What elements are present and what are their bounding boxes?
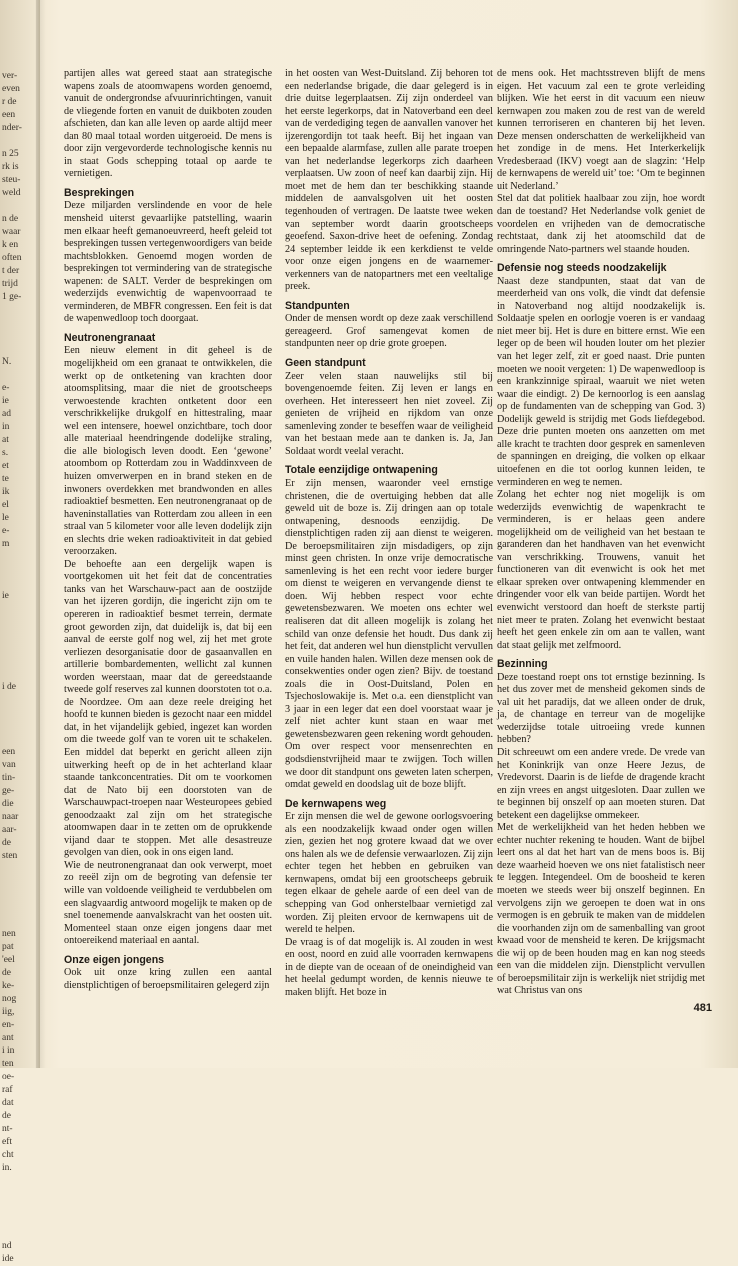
margin-fragment: m: [2, 539, 10, 549]
margin-fragment: sten: [2, 851, 18, 861]
paragraph: de mens ook. Het machtsstreven blijft de mens eigen. Het vacuum zal een te grote verleiding blijken. Wie het eerst in dit vacuum een nieuw kernwapen zou maken zou de rest van de wereld kunnen terroriseren en chanteren bij het leven. Deze mensen onderschatten de werkelijkheid van het zondige in de mens. Het Interkerkelijk Vredesberaad (IKV) voegt aan de slagzin: ‘Help de kernwapens de wereld uit’ toe: ‘Om te beginnen uit Nederland.’: [497, 68, 706, 192]
section-heading: Defensie nog steeds noodzakelijk: [497, 262, 667, 275]
margin-fragment: [2, 915, 36, 928]
margin-fragment: ten: [2, 1059, 14, 1069]
paragraph: Zolang het echter nog niet mogelijk is om wederzijds evenwichtig de wapenkracht te verminderen, is er helaas geen andere mogelijkheid om de veiligheid van het bestaan te garanderen dan het handhaven van het evenwicht van verschrikking. Trouwens, vanuit het functioneren van dit evenwicht is ook het met elkaar spreken over ontwapening klemmender en dringender voor elk van beide partijen. Wordt het evenwicht verstoord dan hoeft de sterkste partij niet meer te praten. Zolang het evenwicht bestaat heeft het geen enkele zin om aan te vallen, want dat staat gelijk met zelfmoord.: [497, 489, 705, 651]
margin-fragment: [2, 135, 36, 148]
margin-fragment: [2, 720, 36, 733]
margin-fragment: [2, 694, 36, 707]
margin-fragment: nt-: [2, 1124, 13, 1134]
margin-fragment: een: [2, 110, 16, 120]
margin-fragment: el: [2, 500, 9, 510]
margin-fragment: [2, 1201, 36, 1214]
margin-fragment: waar: [2, 227, 21, 237]
margin-fragment: k en: [2, 240, 19, 250]
margin-fragment: [2, 330, 36, 343]
section-heading: Onze eigen jongens: [64, 953, 165, 966]
paragraph: Er zijn mensen die wel de gewone oorlogsvoering als een noodzakelijk kwaad onder ogen willen zien, gezien het nog grotere kwaad dat we over ons halen als we de defensie verwaarlozen. Zij zijn echter tegen het hebben en gebruiken van kernwapens, omdat bij een grootscheeps gebruik tegen elkaar de gehele aarde of een deel van de schepping van God onherstelbaar vernietigd zal worden. Zij pleiten ervoor de kernwapens uit de wereld te helpen.: [285, 811, 493, 936]
margin-fragment: nen: [2, 929, 16, 939]
section-heading: De kernwapens weg: [285, 797, 387, 810]
paragraph: Wie de neutronengranaat dan ook verwerpt, moet zo reeël zijn om de begroting van defensie ter wille van voldoende veiligheid te verdubbelen om een slagvaardig antwoord mogelijk te maken op de snel toenemende aanvalskracht van het oosten uit. Momenteel staan onze eigen jongens daar met ontoereikend materiaal en aantal.: [64, 859, 272, 947]
margin-fragment: ver-: [2, 71, 18, 81]
paragraph: in het oosten van West-Duitsland. Zij behoren tot een nederlandse brigade, die daar gelegerd is in drie duitse legerplaatsen. Zij zijn onderdeel van het eerste legerkorps, dat in Natoverband een deel van de verdediging tegen de aanvallen vanover het ijzerengordijn tot taak heeft. Bij het ingaan van een bepaalde alarmfase, zullen alle parate troepen van het nederlandse legerkorps zich daarheen verplaatsen. Uw zoon of neef kan daarbij zijn. Hij moet met de hem dan ter beschikking staande middelen de aanvalsgolven uit het oosten tegenhouden of vertragen. De laatste twee weken van september wordt daarin grootscheeps geoefend. Saxon-drive heet de oefening. Zondag 24 september leidde ik een kerkdienst te velde voor onze eigen jongens en de waarnemer-verkenners van de natopartners met een veeltalige preek.: [285, 68, 493, 293]
margin-fragment: een: [2, 747, 16, 757]
section-heading: Standpunten: [285, 299, 350, 312]
margin-fragment: le: [2, 513, 9, 523]
margin-fragment: [2, 317, 36, 330]
paragraph: Dit schreeuwt om een andere vrede. De vrede van het Koninkrijk van onze Heere Jezus, de Vredevorst. Daarin is de liefde de dragende kracht en zijn vrees en angst uitgesloten. Daar zullen we te beginnen bij onszelf op aan moeten sturen. Dat betekent een dagelijkse ommekeer.: [497, 746, 705, 821]
margin-fragment: at: [2, 435, 9, 445]
margin-fragment: [2, 655, 36, 668]
margin-fragment: [2, 577, 36, 590]
margin-fragment: n de: [2, 214, 19, 224]
paragraph: Een nieuw element in dit geheel is de mogelijkheid om een granaat te ontwikkelen, die werkt op de ontketening van krachten door atoomsplitsing, maar die niet de grootscheeps verwoestende krachten ontketent door een verschrikkelijke drukgolf en hittestraling, maar wel een intensere, hoewel onzichtbare, toch door alle materiaal heendringende dodelijke straling, die alle biologisch leven doodt. Een ‘gewone’ atoombom op Rotterdam zou in Waddinxveen de huizen omverwerpen en in brand steken en de inwoners overdekken met brandwonden en alles radioaktief besmetten. Een neutronengranaat op de haveninstallaties van Rotterdam zou alleen in een straal van 5 kilometer voor alle leven dodelijk zijn en slechts drie weken radioaktiviteit in dat gebied veroorzaken.: [64, 345, 272, 558]
paragraph: De vraag is of dat mogelijk is. Al zouden in west en oost, noord en zuid alle voorraden kernwapens in de diepte van de oceaan of de oneindigheid van het heelal gedumpt worden, de kennis nieuwe te maken blijft. Het boze in: [285, 936, 493, 998]
margin-fragment: even: [2, 84, 20, 94]
margin-fragment: [2, 551, 36, 564]
margin-fragment: [2, 1188, 36, 1201]
margin-fragment: de: [2, 968, 11, 978]
paragraph: Onder de mensen wordt op deze zaak verschillend gereageerd. Grof samengevat komen de standpunten neer op drie grote groepen.: [285, 313, 493, 350]
margin-fragment: de: [2, 838, 11, 848]
paragraph: Met de werkelijkheid van het heden hebben we echter nuchter rekening te houden. Want de bijbel leert ons al dat het hart van de mens boos is. Bij deze waarheid hoeven we ons niet fatalistisch neer te leggen. Integendeel. Om de boosheid te keren moeten we steeds weer bij onszelf beginnen. En vervolgens zijn we geroepen te doen wat in ons vermogen is en gebruik te maken van de middelen die voorhanden zijn om de samenballing van groot kwaad voor de mensheid te keren. De krijgsmacht die wij op de been houden mag en kan nog steeds een van die middelen zijn. Dienstplicht vervullen of beroepsmilitair zijn is werkelijk niet strijdig met wat Christus van ons: [497, 822, 705, 997]
margin-fragment: cht: [2, 1150, 14, 1160]
margin-fragment: [2, 200, 36, 213]
margin-fragment: weld: [2, 188, 21, 198]
binding-shadow: [36, 0, 46, 1068]
margin-fragment: [2, 707, 36, 720]
margin-fragment: [2, 1227, 36, 1240]
margin-fragment: ant: [2, 1033, 14, 1043]
margin-fragment: ide: [2, 1254, 14, 1264]
paragraph: Zeer velen staan nauwelijks stil bij bovengenoemde feiten. Zij leven er langs en overheen. Het interesseert hen niet zoveel. Zij genieten de vrijheid en rijkdom van onze samenleving zonder te beseffen waar de veiligheid van het bestaan mede aan te danken is. Ja, Jan Soldaat wordt veelal veracht.: [285, 370, 493, 457]
margin-fragment: eft: [2, 1137, 13, 1147]
margin-fragment: i in: [2, 1046, 15, 1056]
margin-fragment: ie: [2, 591, 9, 601]
section-heading: Besprekingen: [64, 186, 135, 199]
margin-fragment: [2, 902, 36, 915]
margin-fragment: [2, 1214, 36, 1227]
margin-fragment: [2, 564, 36, 577]
margin-fragment: [2, 369, 36, 382]
margin-fragment: die: [2, 799, 14, 809]
margin-fragment: ie: [2, 396, 9, 406]
margin-fragment: nd: [2, 1241, 12, 1251]
margin-fragment: raf: [2, 1085, 13, 1095]
margin-fragment: 'eel: [2, 955, 15, 965]
margin-fragment: ad: [2, 409, 11, 419]
section-heading: Geen standpunt: [285, 357, 366, 370]
margin-fragment: r de: [2, 97, 17, 107]
text-column-3: [497, 68, 705, 998]
margin-fragment: te: [2, 474, 9, 484]
margin-fragment: ke-: [2, 981, 15, 991]
margin-fragment: [2, 629, 36, 642]
margin-fragment: ge-: [2, 786, 15, 796]
left-margin-fragments: [2, 70, 36, 1266]
margin-fragment: n 25: [2, 149, 19, 159]
margin-fragment: [2, 1175, 36, 1188]
margin-fragment: [2, 616, 36, 629]
paragraph: Stel dat dat politiek haalbaar zou zijn, hoe wordt dan de toestand? Het Nederlandse volk geniet de voordelen en vrijheden van de democratische rechtstaat, dank zij het atoomschild dat de omringende Nato-partners wel staande houden.: [497, 193, 705, 255]
margin-fragment: naar: [2, 812, 19, 822]
margin-fragment: dat: [2, 1098, 14, 1108]
margin-fragment: steu-: [2, 175, 21, 185]
paragraph: Er zijn mensen, waaronder veel ernstige christenen, die de overtuiging hebben dat alle geweld uit de boze is. Zij dringen aan op totale ontwapening, desnoods eenzijdig. De dienstplichtigen raden zij aan dienst te weigeren. De beroepsmilitairen zijn misdadigers, op zijn minst geen christen. In onze vrije democratische samenleving is het een recht voor iedere burger om dienst te weigeren en vervangende dienst te doen. Wij hebben respect voor echte gewetensbezwaren. We moeten ons echter wel realiseren dat dit alleen mogelijk is zolang het schild van onze defensie het houdt. Dus dank zij het feit, dat anderen wel hun dienstplicht vervullen en vuile handen halen. Willen deze mensen ook de consekwenties onder ogen zien? Bijv. de toestand zoals die in Oost-Duitsland, Polen en Tsjechoslowakije is. Met o.a. een dienstplicht van 3 jaar in een leger dat een doel voorstaat waar je zelf niet achter kunt staan en waar met gewetensbezwaren geen rekening wordt gehouden. Om over respect voor mensenrechten en godsdienstvrijheid maar te zwijgen. Toch willen we door dit standpunt ons geweten laten scherpen, omdat geweld en doodslag uit de boze blijft.: [285, 477, 493, 791]
margin-fragment: pat: [2, 942, 14, 952]
section-heading: Totale eenzijdige ontwapening: [285, 464, 438, 477]
section-heading: Bezinning: [497, 658, 548, 671]
margin-fragment: aar-: [2, 825, 17, 835]
margin-fragment: in: [2, 422, 10, 432]
margin-fragment: [2, 733, 36, 746]
paragraph: Deze toestand roept ons tot ernstige bezinning. Is het dus zover met de mensheid gekomen sinds de val uit het paradijs, dat we alleen onder de druk, ja, de chantage en terreur van de mogelijke wederzijdse totale uitroeiing vrede kunnen hebben?: [497, 671, 705, 746]
margin-fragment: [2, 889, 36, 902]
margin-fragment: often: [2, 253, 22, 263]
page-number: 481: [693, 1002, 712, 1014]
margin-fragment: en-: [2, 1020, 15, 1030]
margin-fragment: [2, 603, 36, 616]
margin-fragment: trijd: [2, 279, 18, 289]
margin-fragment: t der: [2, 266, 20, 276]
margin-fragment: N.: [2, 357, 12, 367]
margin-fragment: de: [2, 1111, 11, 1121]
margin-fragment: [2, 668, 36, 681]
text-column-1: [64, 68, 272, 992]
margin-fragment: ik: [2, 487, 10, 497]
margin-fragment: [2, 642, 36, 655]
margin-fragment: nder-: [2, 123, 22, 133]
paragraph: Naast deze standpunten, staat dat van de meerderheid van ons volk, die vindt dat defensie in Natoverband nog altijd noodzakelijk is. Soldaatje spelen en oorlogje voeren is er vandaag niet meer bij. Het is dure en bittere ernst. Wie een leger op de been wil houden louter om het plezier van het leger zelf, zit er goed naast. Drie punten moeten we nooit vergeten: 1) De wapenwedloop is een krankzinnige spiraal, waaruit we niet weten waar die eindigt. 2) De kernoorlog is een aanslag op de fundamenten van de schepping van God. 3) Dodelijk geweld is strijdig met Gods liefdegebod. Deze drie punten moeten ons aanzetten om met alle kracht te trachten door gesprek en samenleven de spanningen en dreiging, die volken op elkaar uitoefenen en die tot oorlog kunnen leiden, te verminderen en weg te nemen.: [497, 275, 705, 488]
margin-fragment: 1 ge-: [2, 292, 22, 302]
margin-fragment: van: [2, 760, 16, 770]
section-heading: Neutronengranaat: [64, 331, 156, 344]
margin-fragment: tin-: [2, 773, 16, 783]
margin-fragment: i de: [2, 682, 16, 692]
margin-fragment: e-: [2, 526, 10, 536]
margin-fragment: oe-: [2, 1072, 15, 1082]
paragraph: partijen alles wat gereed staat aan strategische wapens zoals de atoomwapens worden genoemd, vanuit de ondergrondse afvuurinrichtingen, vanuit de vliegende forten en vanuit de duikboten zouden afschieten, dan kan alle leven op aarde altijd meer dan 80 maal totaal worden uitgeroeid. De mens is door zijn vergevorderde technologische kennis nu in staat Gods schepping totaal op aarde te vernietigen.: [64, 68, 272, 180]
margin-fragment: [2, 876, 36, 889]
paragraph: Ook uit onze kring zullen een aantal dienstplichtigen of beroepsmilitairen gelegerd zijn: [64, 967, 272, 991]
margin-fragment: nog: [2, 994, 17, 1004]
margin-fragment: in.: [2, 1163, 12, 1173]
paragraph: Deze miljarden verslindende en voor de hele mensheid uiterst gevaarlijke patstelling, waarin men elkaar heeft gemanoeuvreerd, heeft geleid tot besprekingen tussen vertegenwoordigers van beide machtsblokken. Genoemd mogen worden de besprekingen tot vermindering van de strategische wapenen: de SALT. Verder de besprekingen om wederzijds evenwichtig de wapenvoorraad te verminderen, de MBFR congressen. Een feit is dat de wapenwedloop toch doorgaat.: [64, 200, 272, 325]
margin-fragment: [2, 863, 36, 876]
margin-fragment: [2, 343, 36, 356]
text-column-2: [285, 68, 493, 999]
margin-fragment: [2, 304, 36, 317]
margin-fragment: rk is: [2, 162, 19, 172]
paragraph: De behoefte aan een dergelijk wapen is voortgekomen uit het feit dat de concentraties tanks van het Warschauw-pact aan de oostzijde van het ijzeren gordijn, die ingericht zijn om te opereren in radioaktief besmet terrein, dermate groot geworden zijn, dat duidelijk is, dat bij een aanval de eerste golf nog wel, zij het met grote verliezen desorganisatie door de gasaanvallen en artillerie bombardementen, wellicht zal kunnen worden weerstaan, maar dat de gereedstaande tweede golf reserves zal kunnen doorstoten tot o.a. de Noordzee. Om aan deze reele dreiging het hoofd te kunnen bieden is gezocht naar een middel dat, in het vijandelijk gebied, ingezet kan worden om die tweede golf van te voren uit te schakelen. Een middel dat beperkt en gericht alleen zijn uitwerking heeft op de in het achterland klaar staande tankconcentraties. Dit om te voorkomen dat de Nato bij een doorstoten van de Warschauwpact-troepen naar Westeuropees gebied genoodzaakt zal zijn om het strategische atoomwapen daar in te zetten om de oprukkende vijand daar te stoppen. Met alle desastreuze gevolgen van dien, ook in ons eigen land.: [64, 558, 272, 859]
margin-fragment: iig,: [2, 1007, 15, 1017]
margin-fragment: e-: [2, 383, 10, 393]
margin-fragment: et: [2, 461, 9, 471]
margin-fragment: s.: [2, 448, 9, 458]
